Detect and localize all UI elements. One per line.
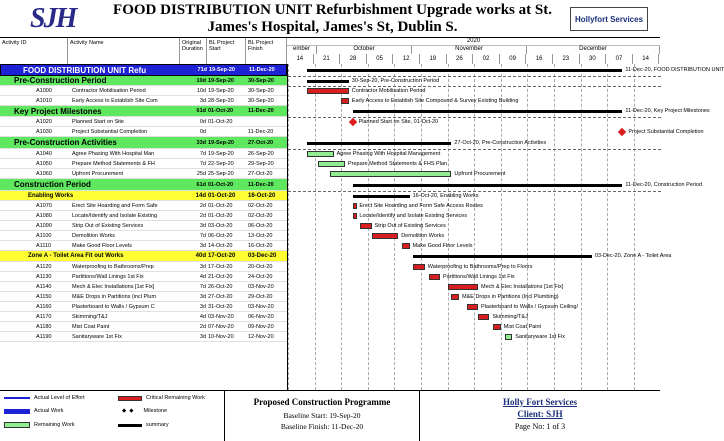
cell-activity-id: A1070	[36, 202, 52, 209]
cell-duration: 25d	[196, 170, 206, 177]
bar-label: Strip Out of Existing Services	[374, 222, 446, 229]
table-row[interactable]	[0, 169, 287, 179]
sjh-logo: SJH	[30, 3, 76, 34]
bar-label: Plasterboard to Walls / Gypsum Ceiling/	[481, 303, 578, 310]
cell-finish: 16-Oct-20	[248, 242, 273, 249]
activity-bar	[413, 264, 424, 270]
table-row[interactable]	[0, 262, 287, 272]
table-row[interactable]	[0, 191, 287, 201]
bar-label: Prepare Method Statements & FHS Plan	[348, 160, 448, 167]
bar-label: Project Substantial Completion	[628, 128, 704, 135]
activity-bar	[307, 151, 334, 157]
bar-label: Waterproofing to Bathrooms/Prep to Floors	[427, 263, 533, 270]
cell-finish: 30-Sep-20	[248, 97, 274, 104]
baseline-finish: Baseline Finish: 11-Dec-20	[280, 422, 364, 431]
cell-finish: 13-Oct-20	[248, 232, 273, 239]
footer	[0, 390, 660, 440]
cell-duration: 40d	[195, 253, 206, 259]
summary-bar	[413, 255, 592, 258]
bar-label: Sanitaryware 1st Fix	[515, 333, 566, 340]
bar-label: Locate/Identify and Isolate Existing Services	[359, 212, 468, 219]
summary-bar	[353, 184, 623, 187]
week-label: 05	[367, 54, 394, 64]
summary-bar	[353, 110, 623, 113]
table-row[interactable]	[0, 312, 287, 322]
table-row[interactable]	[0, 201, 287, 211]
cell-finish: 03-Nov-20	[248, 283, 274, 290]
cell-start: 01-Oct-20	[208, 212, 233, 219]
cell-start: 21-Oct-20	[208, 273, 233, 280]
grid-line	[341, 64, 342, 390]
week-label: 23	[553, 54, 580, 64]
cell-activity-name: Construction Period	[14, 180, 91, 189]
cell-finish: 11-Dec-20	[248, 181, 274, 188]
company-box	[420, 391, 660, 441]
activity-bar	[467, 304, 478, 310]
company-name: Holly Fort Services	[503, 397, 577, 407]
activity-bar	[307, 88, 349, 94]
cell-duration: 33d	[196, 139, 206, 146]
cell-activity-name: Early Access to Establish Site Com	[72, 97, 158, 104]
table-row[interactable]	[0, 149, 287, 159]
col-finish: BL Project Finish	[246, 38, 287, 64]
cell-activity-name: Agree Phasing With Hospital Man	[72, 150, 155, 157]
week-label: 30	[580, 54, 607, 64]
cell-duration: 7d	[199, 150, 206, 157]
cell-duration: 2d	[199, 202, 206, 209]
bar-label: Skimming/T&J	[492, 313, 528, 320]
cell-finish: 06-Nov-20	[248, 313, 274, 320]
month-label: December	[527, 46, 660, 54]
section-divider	[288, 86, 661, 87]
cell-duration: 3d	[199, 97, 206, 104]
cell-finish: 02-Oct-20	[248, 202, 273, 209]
cell-activity-id: A1130	[36, 273, 52, 280]
week-label: 02	[473, 54, 500, 64]
bar-label: 11-Dec-20, Key Project Milestones	[625, 108, 710, 114]
activity-bar	[448, 284, 478, 290]
cell-activity-id: A1120	[36, 263, 52, 270]
cell-activity-id: A1170	[36, 313, 52, 320]
cell-start: 22-Sep-20	[208, 160, 234, 167]
activity-bar	[330, 171, 452, 177]
cell-activity-id: A1190	[36, 333, 52, 340]
activity-bar	[429, 274, 440, 280]
cell-duration: 4d	[199, 273, 206, 280]
cell-activity-name: Locate/Identify and Isolate Existing	[72, 212, 157, 219]
week-label: 12	[393, 54, 420, 64]
cell-activity-name: Prepare Method Statements & FH	[72, 160, 155, 167]
summary-bar	[353, 195, 410, 198]
cell-finish: 03-Nov-20	[248, 303, 274, 310]
cell-start: 25-Sep-20	[208, 170, 234, 177]
table-row[interactable]	[0, 332, 287, 342]
cell-duration: 2d	[199, 323, 206, 330]
cell-start: 14-Oct-20	[208, 242, 233, 249]
table-row[interactable]	[0, 76, 287, 86]
legend-actual-work: Actual Work	[4, 408, 64, 414]
cell-duration: 3d	[199, 242, 206, 249]
bar-label: 03-Dec-20, Zone A - Toilet Area	[595, 253, 672, 259]
cell-activity-name: Contractor Mobilisation Period	[72, 87, 146, 94]
cell-activity-id: A1000	[36, 87, 52, 94]
cell-activity-name: Mech & Elec Installations [1st Fix]	[72, 283, 155, 290]
col-start: BL Project Start	[207, 38, 246, 64]
milestone-diamond	[348, 118, 356, 126]
milestone-diamond	[618, 128, 626, 136]
col-activity-id: Activity ID	[0, 38, 68, 64]
bar-label: Agree Phasing With Hospital Management	[336, 150, 441, 157]
cell-activity-id: A1060	[36, 170, 52, 177]
table-row[interactable]	[0, 179, 287, 191]
cell-activity-id: A1180	[36, 323, 52, 330]
cell-activity-name: Enabling Works	[28, 192, 74, 199]
activity-bar	[372, 233, 399, 239]
cell-start: 27-Oct-20	[208, 293, 233, 300]
timeline-header	[287, 38, 660, 64]
cell-activity-name: Planned Start on Site	[72, 118, 124, 125]
cell-activity-id: A1020	[36, 118, 52, 125]
cell-activity-name: Erect Site Hoarding and Form Safe	[72, 202, 158, 209]
table-row[interactable]	[0, 117, 287, 127]
programme-title: Proposed Construction Programme	[253, 397, 391, 407]
timeline-area	[287, 64, 724, 390]
cell-finish: 11-Dec-20	[248, 108, 274, 114]
legend-actual-loe: Actual Level of Effort	[4, 395, 85, 401]
page-title: FOOD DISTRIBUTION UNIT Refurbishment Upgrade works at St. James's Hospital, James's St, Dublin S.	[113, 2, 552, 35]
cell-start: 03-Oct-20	[208, 222, 233, 229]
header	[0, 0, 660, 38]
cell-finish: 02-Oct-20	[248, 212, 273, 219]
cell-duration: 7d	[199, 160, 206, 167]
table-row[interactable]	[0, 221, 287, 231]
table-row[interactable]	[0, 211, 287, 221]
activity-bar	[493, 324, 501, 330]
cell-finish: 26-Sep-20	[248, 150, 274, 157]
week-label: 14	[633, 54, 660, 64]
summary-bar	[307, 142, 451, 145]
cell-duration: 3d	[199, 263, 206, 270]
legend-remaining-work: Remaining Work	[4, 422, 75, 428]
activity-bar	[451, 294, 459, 300]
cell-activity-name: Demolition Works	[72, 232, 115, 239]
cell-duration: 3d	[199, 222, 206, 229]
cell-start: 17-Oct-20	[208, 253, 236, 259]
legend-critical: Critical Remaining Work	[118, 395, 205, 401]
bar-label: Contractor Mobilisation Period	[351, 87, 426, 94]
summary-bar	[307, 69, 622, 72]
cell-activity-name: Key Project Milestones	[14, 106, 102, 116]
month-label: November	[412, 46, 527, 54]
grid-line	[315, 64, 316, 390]
cell-start: 01-Oct-20	[208, 108, 234, 114]
cell-finish: 29-Oct-20	[248, 293, 273, 300]
cell-activity-id: A1110	[36, 242, 52, 249]
week-label: 09	[500, 54, 527, 64]
table-row[interactable]	[0, 282, 287, 292]
bar-label: Mech & Elec Installations [1st Fix]	[481, 283, 564, 290]
bar-label: 30-Sep-20, Pre-Construction Period	[351, 77, 440, 84]
cell-activity-id: A1160	[36, 303, 52, 310]
cell-start: 19-Sep-20	[208, 87, 234, 94]
cell-activity-name: Sanitaryware 1st Fix	[72, 333, 122, 340]
cell-duration: 61d	[196, 108, 206, 114]
cell-duration: 14d	[195, 192, 206, 199]
cell-activity-id: A1040	[36, 150, 52, 157]
bar-label: Upfront Procurement	[454, 170, 506, 177]
cell-activity-name: Pre-Construction Activities	[14, 138, 117, 147]
bar-label: 11-Dec-20, FOOD DISTRIBUTION UNIT	[625, 66, 724, 73]
cell-start: 01-Oct-20	[208, 181, 234, 188]
table-row[interactable]	[0, 272, 287, 282]
cell-activity-name: Upfront Procurement	[72, 170, 124, 177]
activity-bar	[353, 203, 357, 209]
month-label: ember	[287, 46, 317, 54]
table-row[interactable]	[0, 322, 287, 332]
baseline-start: Baseline Start: 19-Sep-20	[283, 411, 361, 420]
cell-start: 07-Nov-20	[208, 323, 234, 330]
activity-bar	[341, 98, 349, 104]
activity-bar	[360, 223, 371, 229]
cell-start: 03-Nov-20	[208, 313, 234, 320]
table-row[interactable]	[0, 96, 287, 106]
cell-activity-id: A1010	[36, 97, 52, 104]
cell-start: 19-Sep-20	[209, 67, 235, 73]
cell-finish: 30-Sep-20	[248, 87, 274, 94]
diamond-icon: ◆ ◆	[122, 408, 134, 414]
cell-activity-name: M&E Drops in Partitions (incl Plum	[72, 293, 157, 300]
table-row[interactable]	[0, 106, 287, 117]
cell-start: 17-Oct-20	[208, 263, 233, 270]
year-label: 2020	[287, 38, 660, 46]
cell-activity-name: Mist Coat Paint	[72, 323, 110, 330]
cell-activity-name: Make Good Floor Levels	[72, 242, 132, 249]
bar-label: Planned Start on Site, 01-Oct-20	[358, 118, 439, 125]
cell-activity-id: A1090	[36, 222, 52, 229]
page-number: Page No: 1 of 3	[514, 422, 566, 431]
cell-activity-id: A1030	[36, 128, 52, 135]
cell-duration: 3d	[199, 303, 206, 310]
week-label: 14	[287, 54, 314, 64]
bar-label: Early Access to Establish Site Compound & Survey Existing Building	[351, 97, 519, 104]
cell-finish: 30-Sep-20	[248, 77, 274, 84]
bar-label: Mist Coat Paint	[503, 323, 542, 330]
cell-activity-id: A1080	[36, 212, 52, 219]
cell-start: 26-Oct-20	[208, 283, 233, 290]
cell-duration: 7d	[199, 283, 206, 290]
grid-line	[288, 64, 289, 390]
bar-label: M&E Drops in Partitions (Incl Plumbing)	[462, 293, 559, 300]
cell-finish: 03-Dec-20	[248, 253, 277, 259]
cell-duration: 61d	[196, 181, 206, 188]
cell-duration: 3d	[199, 333, 206, 340]
table-row[interactable]	[0, 64, 287, 76]
cell-finish: 16-Oct-20	[248, 192, 276, 199]
cell-activity-name: Skimming/T&J	[72, 313, 108, 320]
client-name: Client: SJH	[517, 409, 563, 419]
table-row[interactable]	[0, 241, 287, 251]
week-label: 26	[447, 54, 474, 64]
cell-start: 10-Nov-20	[208, 333, 234, 340]
bar-label: 27-Oct-20, Pre-Construction Activities	[454, 139, 547, 146]
cell-start: 06-Oct-20	[208, 232, 233, 239]
cell-start: 28-Sep-20	[208, 97, 234, 104]
activity-bar	[505, 334, 513, 340]
bar-label: Partitions/Wall Linings 1st Fix	[443, 273, 515, 280]
week-label: 21	[314, 54, 341, 64]
cell-activity-name: Project Substantial Completion	[72, 128, 148, 135]
cell-duration: 3d	[199, 293, 206, 300]
cell-start: 01-Oct-20	[208, 202, 233, 209]
month-label: October	[317, 46, 412, 54]
cell-finish: 11-Dec-20	[249, 67, 275, 73]
table-row[interactable]	[0, 292, 287, 302]
cell-finish: 20-Oct-20	[248, 263, 273, 270]
table-row[interactable]	[0, 137, 287, 149]
programme-box	[225, 391, 420, 441]
legend-summary: summary	[118, 422, 169, 428]
legend	[0, 391, 225, 441]
cell-duration: 0d	[199, 128, 206, 135]
cell-activity-id: A1100	[36, 232, 52, 239]
cell-activity-name: Plasterboard to Walls / Gypsum C	[72, 303, 155, 310]
cell-duration: 2d	[199, 212, 206, 219]
table-row[interactable]	[0, 231, 287, 241]
cell-finish: 27-Oct-20	[248, 170, 273, 177]
cell-start: 19-Sep-20	[208, 77, 234, 84]
cell-duration: 4d	[199, 313, 206, 320]
cell-finish: 06-Oct-20	[248, 222, 273, 229]
cell-finish: 09-Nov-20	[248, 323, 274, 330]
col-duration: Original Duration	[180, 38, 207, 64]
cell-duration: 10d	[196, 77, 206, 84]
cell-start: 31-Oct-20	[208, 303, 233, 310]
cell-finish: 12-Nov-20	[248, 333, 274, 340]
cell-activity-id: A1150	[36, 293, 52, 300]
bar-label: Make Good Floor Levels	[412, 242, 473, 249]
section-divider	[288, 117, 661, 118]
cell-start: 19-Sep-20	[208, 150, 234, 157]
week-label: 16	[526, 54, 553, 64]
cell-activity-id: A1050	[36, 160, 52, 167]
cell-finish: 27-Oct-20	[248, 139, 274, 146]
week-label: 07	[606, 54, 633, 64]
cell-duration: 71d	[197, 67, 207, 73]
bar-label: 16-Oct-20, Enabling Works	[412, 192, 479, 199]
cell-finish: 24-Oct-20	[248, 273, 273, 280]
cell-activity-name: Zone A - Toilet Area Fit out Works	[28, 253, 124, 259]
cell-start: 19-Sep-20	[208, 139, 234, 146]
activity-bar	[478, 314, 489, 320]
table-row[interactable]	[0, 159, 287, 169]
table-row[interactable]	[0, 127, 287, 137]
cell-activity-name: Strip Out of Existing Services	[72, 222, 144, 229]
section-divider	[288, 76, 661, 77]
legend-milestone: ◆ ◆ Milestone	[122, 408, 168, 414]
cell-finish: 11-Dec-20	[248, 128, 274, 135]
cell-activity-name: Waterproofing to Bathrooms/Prep	[72, 263, 154, 270]
table-row[interactable]	[0, 302, 287, 312]
bar-label: Erect Site Hoarding and Form Safe Access Routes	[359, 202, 483, 209]
cell-start: 01-Oct-20	[208, 192, 236, 199]
week-label: 28	[340, 54, 367, 64]
activity-bar	[353, 213, 357, 219]
table-row[interactable]	[0, 86, 287, 96]
bar-label: 11-Dec-20, Construction Period	[625, 181, 703, 188]
table-row[interactable]	[0, 251, 287, 262]
company-logo: Hollyfort Services	[570, 7, 648, 31]
col-activity-name: Activity Name	[68, 38, 180, 64]
week-label: 19	[420, 54, 447, 64]
cell-activity-id: A1140	[36, 283, 52, 290]
cell-start: 01-Oct-20	[208, 118, 233, 125]
summary-bar	[307, 80, 349, 83]
bar-label: Demolition Works	[401, 232, 445, 239]
activity-bar	[318, 161, 345, 167]
activity-bar	[402, 243, 410, 249]
cell-duration: 10d	[196, 87, 206, 94]
cell-activity-name: FOOD DISTRIBUTION UNIT Refu	[23, 65, 147, 75]
cell-duration: 0d	[199, 118, 206, 125]
cell-finish: 29-Sep-20	[248, 160, 274, 167]
cell-duration: 7d	[199, 232, 206, 239]
cell-activity-name: Pre-Construction Period	[14, 76, 107, 85]
cell-activity-name: Partitions/Wall Linings 1st Fix	[72, 273, 144, 280]
